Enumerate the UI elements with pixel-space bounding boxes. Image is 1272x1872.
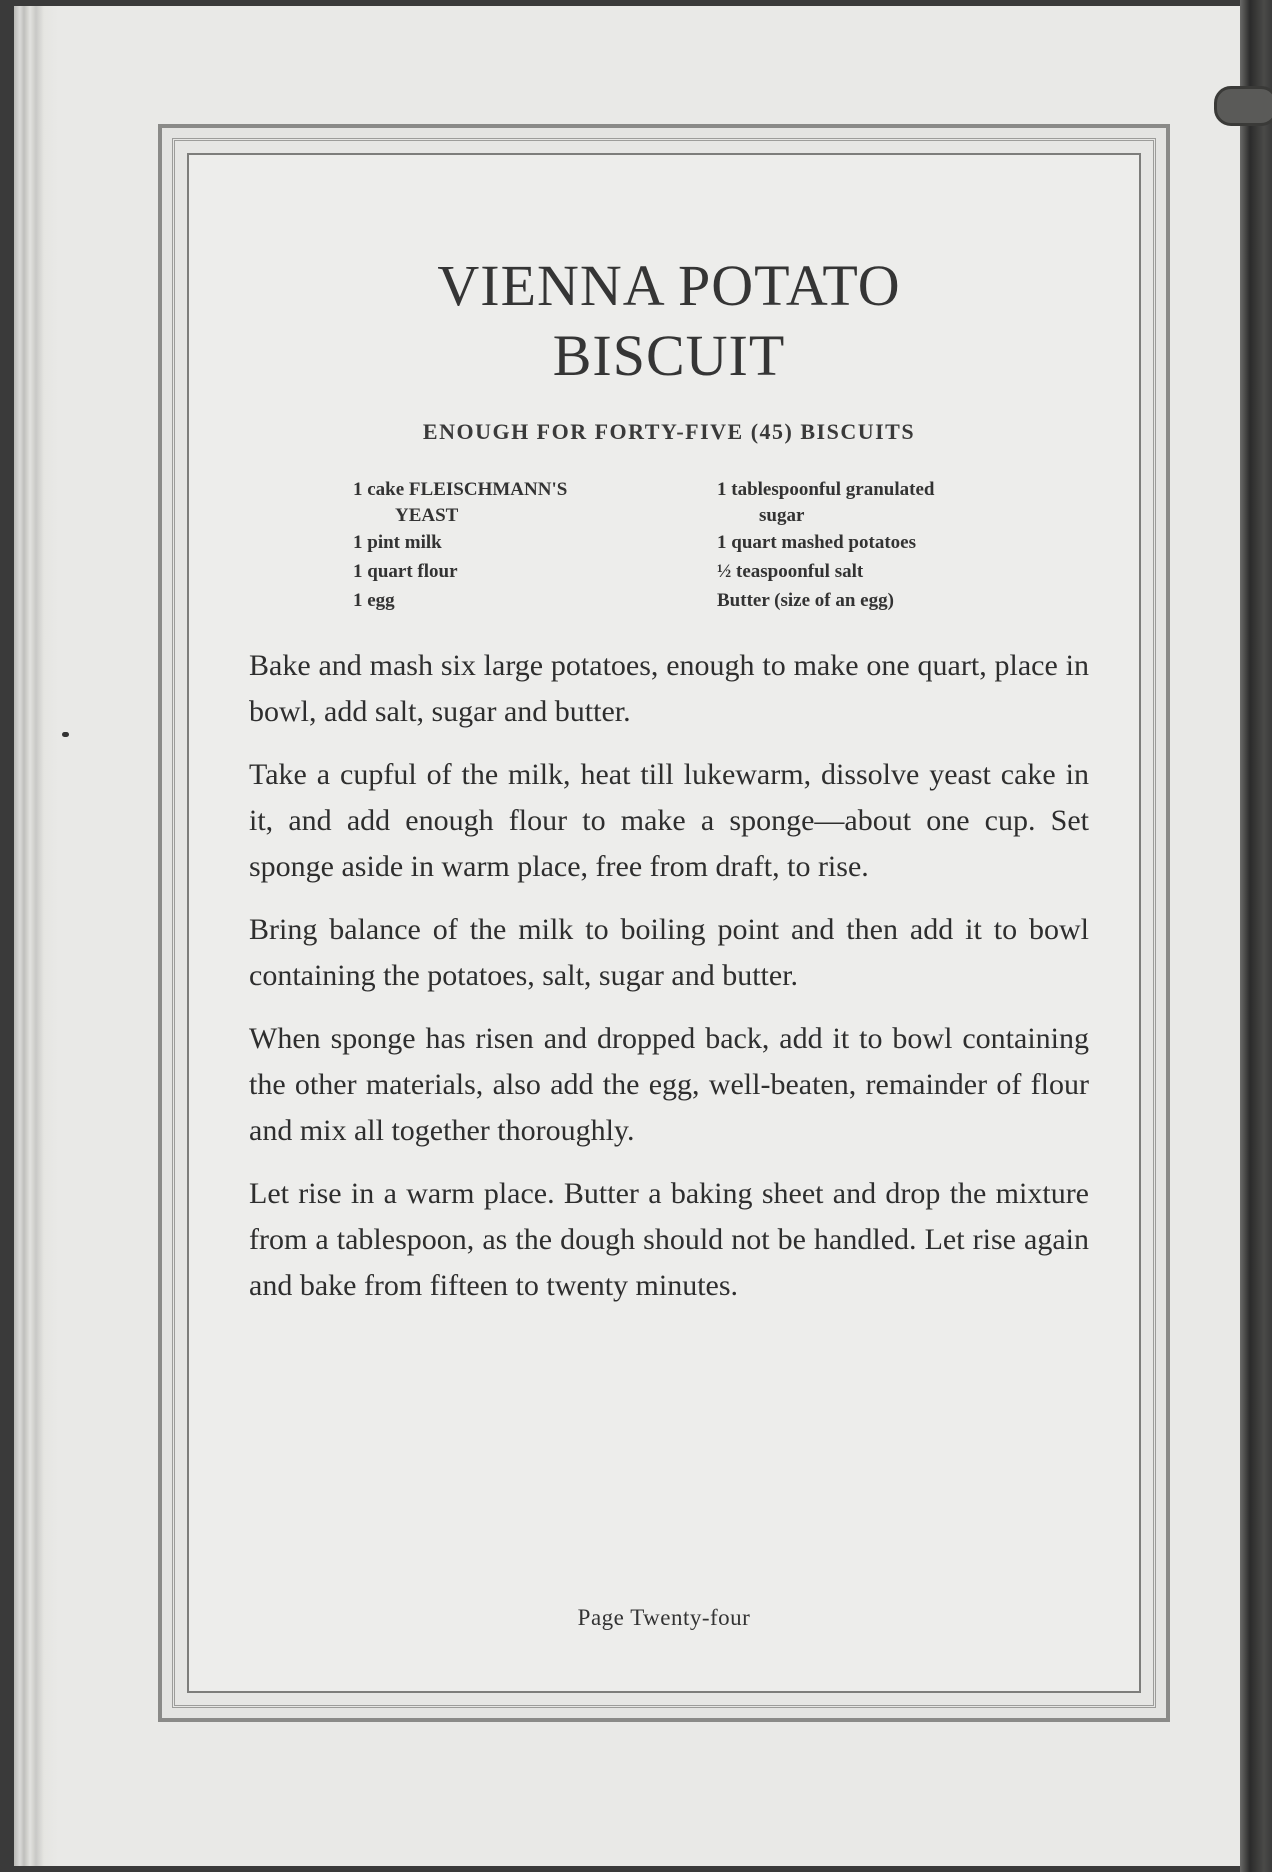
instruction-paragraph: Let rise in a warm place. Butter a baking sheet and drop the mixture from a tablespoon, as the dough should not be handled. Let rise again and bake from fifteen to twenty minutes. (249, 1177, 1089, 1302)
ingredients-column-left (353, 475, 643, 615)
ink-speck (62, 732, 69, 737)
instruction-paragraph: Take a cupful of the milk, heat till lukewarm, dissolve yeast cake in it, and add enough flour to make a sponge—about one cup. Set sponge aside in warm place, free from draft, to rise. (249, 758, 1089, 883)
binding-ring (1214, 86, 1272, 126)
ingredient-text: Butter (size of an egg) (717, 590, 894, 611)
ingredient-text: 1 egg (353, 590, 395, 611)
ingredient-item (717, 528, 1017, 557)
instruction-paragraph: Bake and mash six large potatoes, enough to make one quart, place in bowl, add salt, sugar and butter. (249, 649, 1089, 728)
binding-edge-right (1240, 0, 1272, 1872)
recipe-title (249, 251, 1089, 391)
ingredient-item (353, 475, 643, 528)
page-number: Page Twenty-four (577, 1605, 751, 1630)
instruction-paragraph: Bring balance of the milk to boiling point and then add it to bowl containing the potatoes, salt, sugar and butter. (249, 913, 1089, 992)
ingredient-item (717, 557, 1017, 586)
page-edge-left (14, 6, 58, 1866)
ingredient-text: 1 quart mashed potatoes (717, 532, 916, 553)
ingredient-item (717, 475, 1017, 528)
ingredient-continuation: YEAST (395, 505, 459, 526)
decorative-border-middle (172, 138, 1156, 1708)
ingredient-item (353, 528, 643, 557)
ingredient-item (353, 557, 643, 586)
recipe-content (249, 251, 1089, 1326)
ingredient-text: 1 cake FLEISCHMANN'S (353, 479, 568, 500)
ingredient-item (717, 586, 1017, 615)
ingredient-item (353, 586, 643, 615)
ingredient-text: ½ teaspoonful salt (717, 561, 864, 582)
ingredient-text: 1 tablespoonful granulated (717, 479, 935, 500)
ingredient-text: 1 quart flour (353, 561, 458, 582)
decorative-border-inner (187, 153, 1141, 1693)
ingredient-continuation: sugar (759, 505, 805, 526)
instruction-paragraph: When sponge has risen and dropped back, add it to bowl containing the other materials, also add the egg, well-beaten, remainder of flour and mix all together thoroughly. (249, 1022, 1089, 1147)
ingredients-column-right (717, 475, 1017, 615)
instructions (249, 643, 1089, 1309)
recipe-yield: ENOUGH FOR FORTY-FIVE (45) BISCUITS (422, 419, 916, 444)
title-line-1: VIENNA POTATO (437, 253, 901, 318)
ingredients-list (249, 475, 1089, 615)
ingredient-text: 1 pint milk (353, 532, 442, 553)
title-line-2: BISCUIT (552, 323, 786, 388)
decorative-border-outer (158, 124, 1170, 1722)
